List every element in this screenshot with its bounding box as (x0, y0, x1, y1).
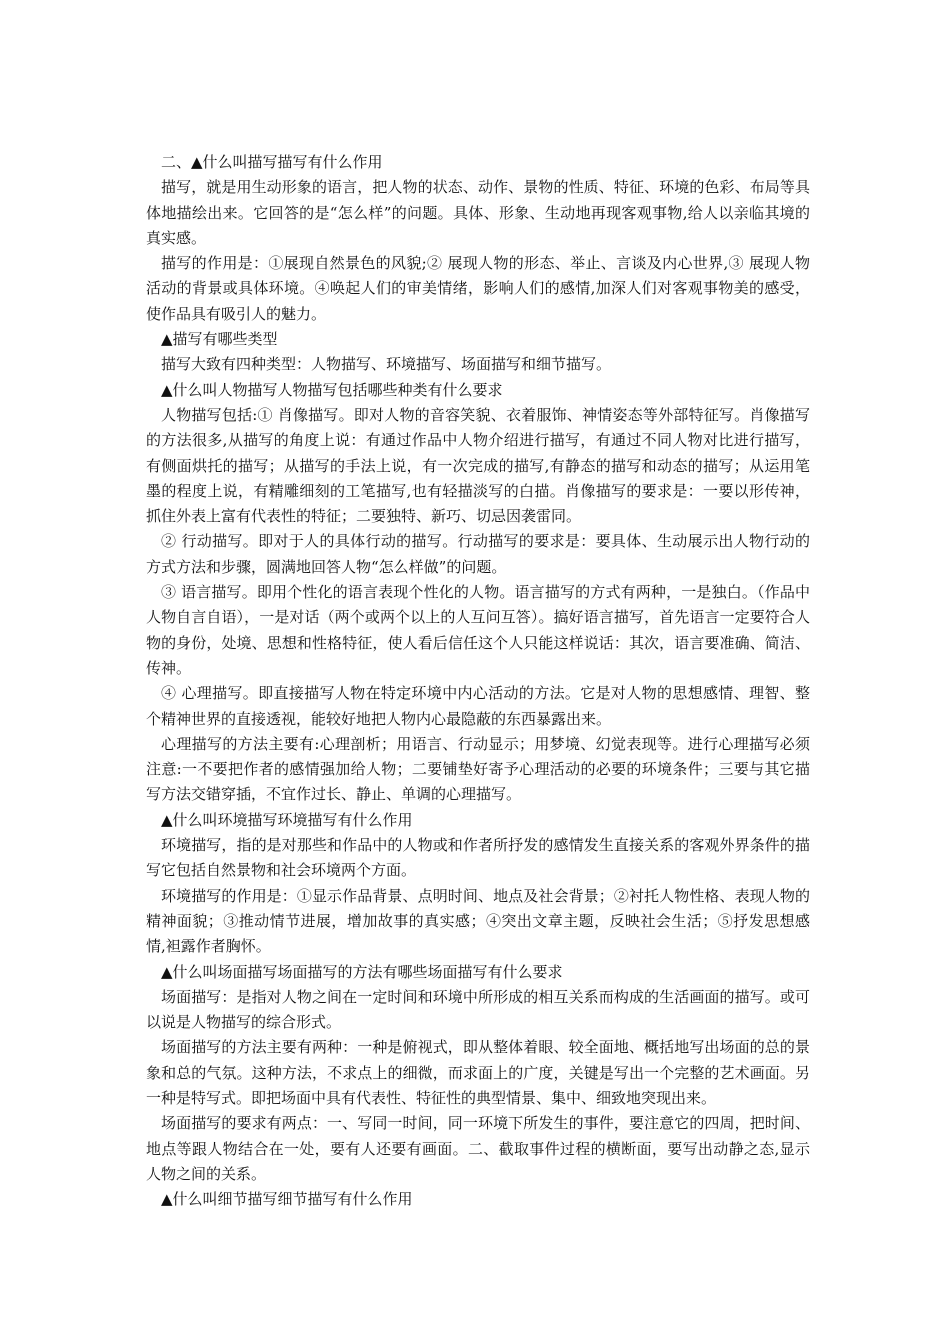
heading-scene-description: ▲什么叫场面描写场面描写的方法有哪些场面描写有什么要求 (161, 962, 563, 981)
section-heading-what-is-description: 二、▲什么叫描写描写有什么作用 (161, 153, 383, 171)
paragraph-function: 描写的作用是：①展现自然景色的风貌;② 展现人物的形态、举止、言谈及内心世界,③ 展现人物活动的背景或具体环境。④唤起人们的审美情绪，影响人们的感情,加深人们对客观事物美的感受，使作品具有吸引人的魅力。 (146, 254, 810, 323)
paragraph-scene-definition: 场面描写：是指对人物之间在一定时间和环境中所形成的相互关系而构成的生活画面的描写。或可以说是人物描写的综合形式。 (146, 987, 810, 1032)
paragraph-four-types: 描写大致有四种类型：人物描写、环境描写、场面描写和细节描写。 (161, 355, 612, 374)
paragraph-environment-definition: 环境描写，指的是对那些和作品中的人物或和作者所抒发的感情发生直接关系的客观外界条件的描写它包括自然景物和社会环境两个方面。 (146, 836, 810, 880)
paragraph-psychological-methods: 心理描写的方法主要有:心理剖析；用语言、行动显示；用梦境、幻觉表现等。进行心理描写必须注意:一不要把作者的感情强加给人物；二要铺垫好寄予心理活动的必要的环境条件；三要与其它描写方法交错穿插，不宜作过长、静止、单调的心理描写。 (146, 734, 810, 804)
heading-environment-description: ▲什么叫环境描写环境描写有什么作用 (161, 810, 413, 829)
paragraph-definition: 描写，就是用生动形象的语言，把人物的状态、动作、景物的性质、特征、环境的色彩、布局等具体地描绘出来。它回答的是“怎么样”的问题。具体、形象、生动地再现客观事物,给人以亲临其境的真实感。 (146, 178, 810, 247)
heading-character-description: ▲什么叫人物描写人物描写包括哪些种类有什么要求 (161, 380, 503, 399)
document-body (146, 150, 810, 1212)
paragraph-action-description: ② 行动描写。即对于人的具体行动的描写。行动描写的要求是：要具体、生动展示出人物行动的方式方法和步骤，圆满地回答人物“怎么样做”的问题。 (146, 532, 810, 576)
heading-detail-description: ▲什么叫细节描写细节描写有什么作用 (161, 1190, 413, 1209)
paragraph-scene-methods: 场面描写的方法主要有两种：一种是俯视式，即从整体着眼、较全面地、概括地写出场面的总的景象和总的气氛。这种方法，不求点上的细微，而求面上的广度，关键是写出一个完整的艺术画面。另一种是特写式。即把场面中具有代表性、特征性的典型情景、集中、细致地突现出来。 (146, 1038, 810, 1107)
paragraph-psychological-description: ④ 心理描写。即直接描写人物在特定环境中内心活动的方法。它是对人物的思想感情、理智、整个精神世界的直接透视，能较好地把人物内心最隐蔽的东西暴露出来。 (146, 684, 810, 728)
paragraph-scene-requirements: 场面描写的要求有两点：一、写同一时间，同一环境下所发生的事件，要注意它的四周，把时间、地点等跟人物结合在一处，要有人还要有画面。二、截取事件过程的横断面，要写出动静之态,显示人物之间的关系。 (146, 1114, 810, 1183)
paragraph-portrait-description: 人物描写包括:① 肖像描写。即对人物的音容笑貌、衣着服饰、神情姿态等外部特征写。肖像描写的方法很多,从描写的角度上说：有通过作品中人物介绍进行描写，有通过不同人物对比进行描写，有侧面烘托的描写；从描写的手法上说，有一次完成的描写,有静态的描写和动态的描写；从运用笔墨的程度上说，有精雕细刻的工笔描写,也有轻描淡写的白描。肖像描写的要求是：一要以形传神，抓住外表上富有代表性的特征；二要独特、新巧、切忌因袭雷同。 (146, 405, 810, 526)
heading-types: ▲描写有哪些类型 (161, 330, 278, 349)
paragraph-language-description: ③ 语言描写。即用个性化的语言表现个性化的人物。语言描写的方式有两种，一是独白。（作品中人物自言自语），一是对话（两个或两个以上的人互问互答）。搞好语言描写，首先语言一定要符合人物的身份，处境、思想和性格特征，使人看后信任这个人只能这样说话：其次，语言要准确、简洁、传神。 (146, 583, 810, 677)
paragraph-environment-function: 环境描写的作用是：①显示作品背景、点明时间、地点及社会背景；②衬托人物性格、表现人物的精神面貌；③推动情节进展，增加故事的真实感；④突出文章主题，反映社会生活；⑤抒发思想感情,袒露作者胸怀。 (146, 886, 810, 956)
